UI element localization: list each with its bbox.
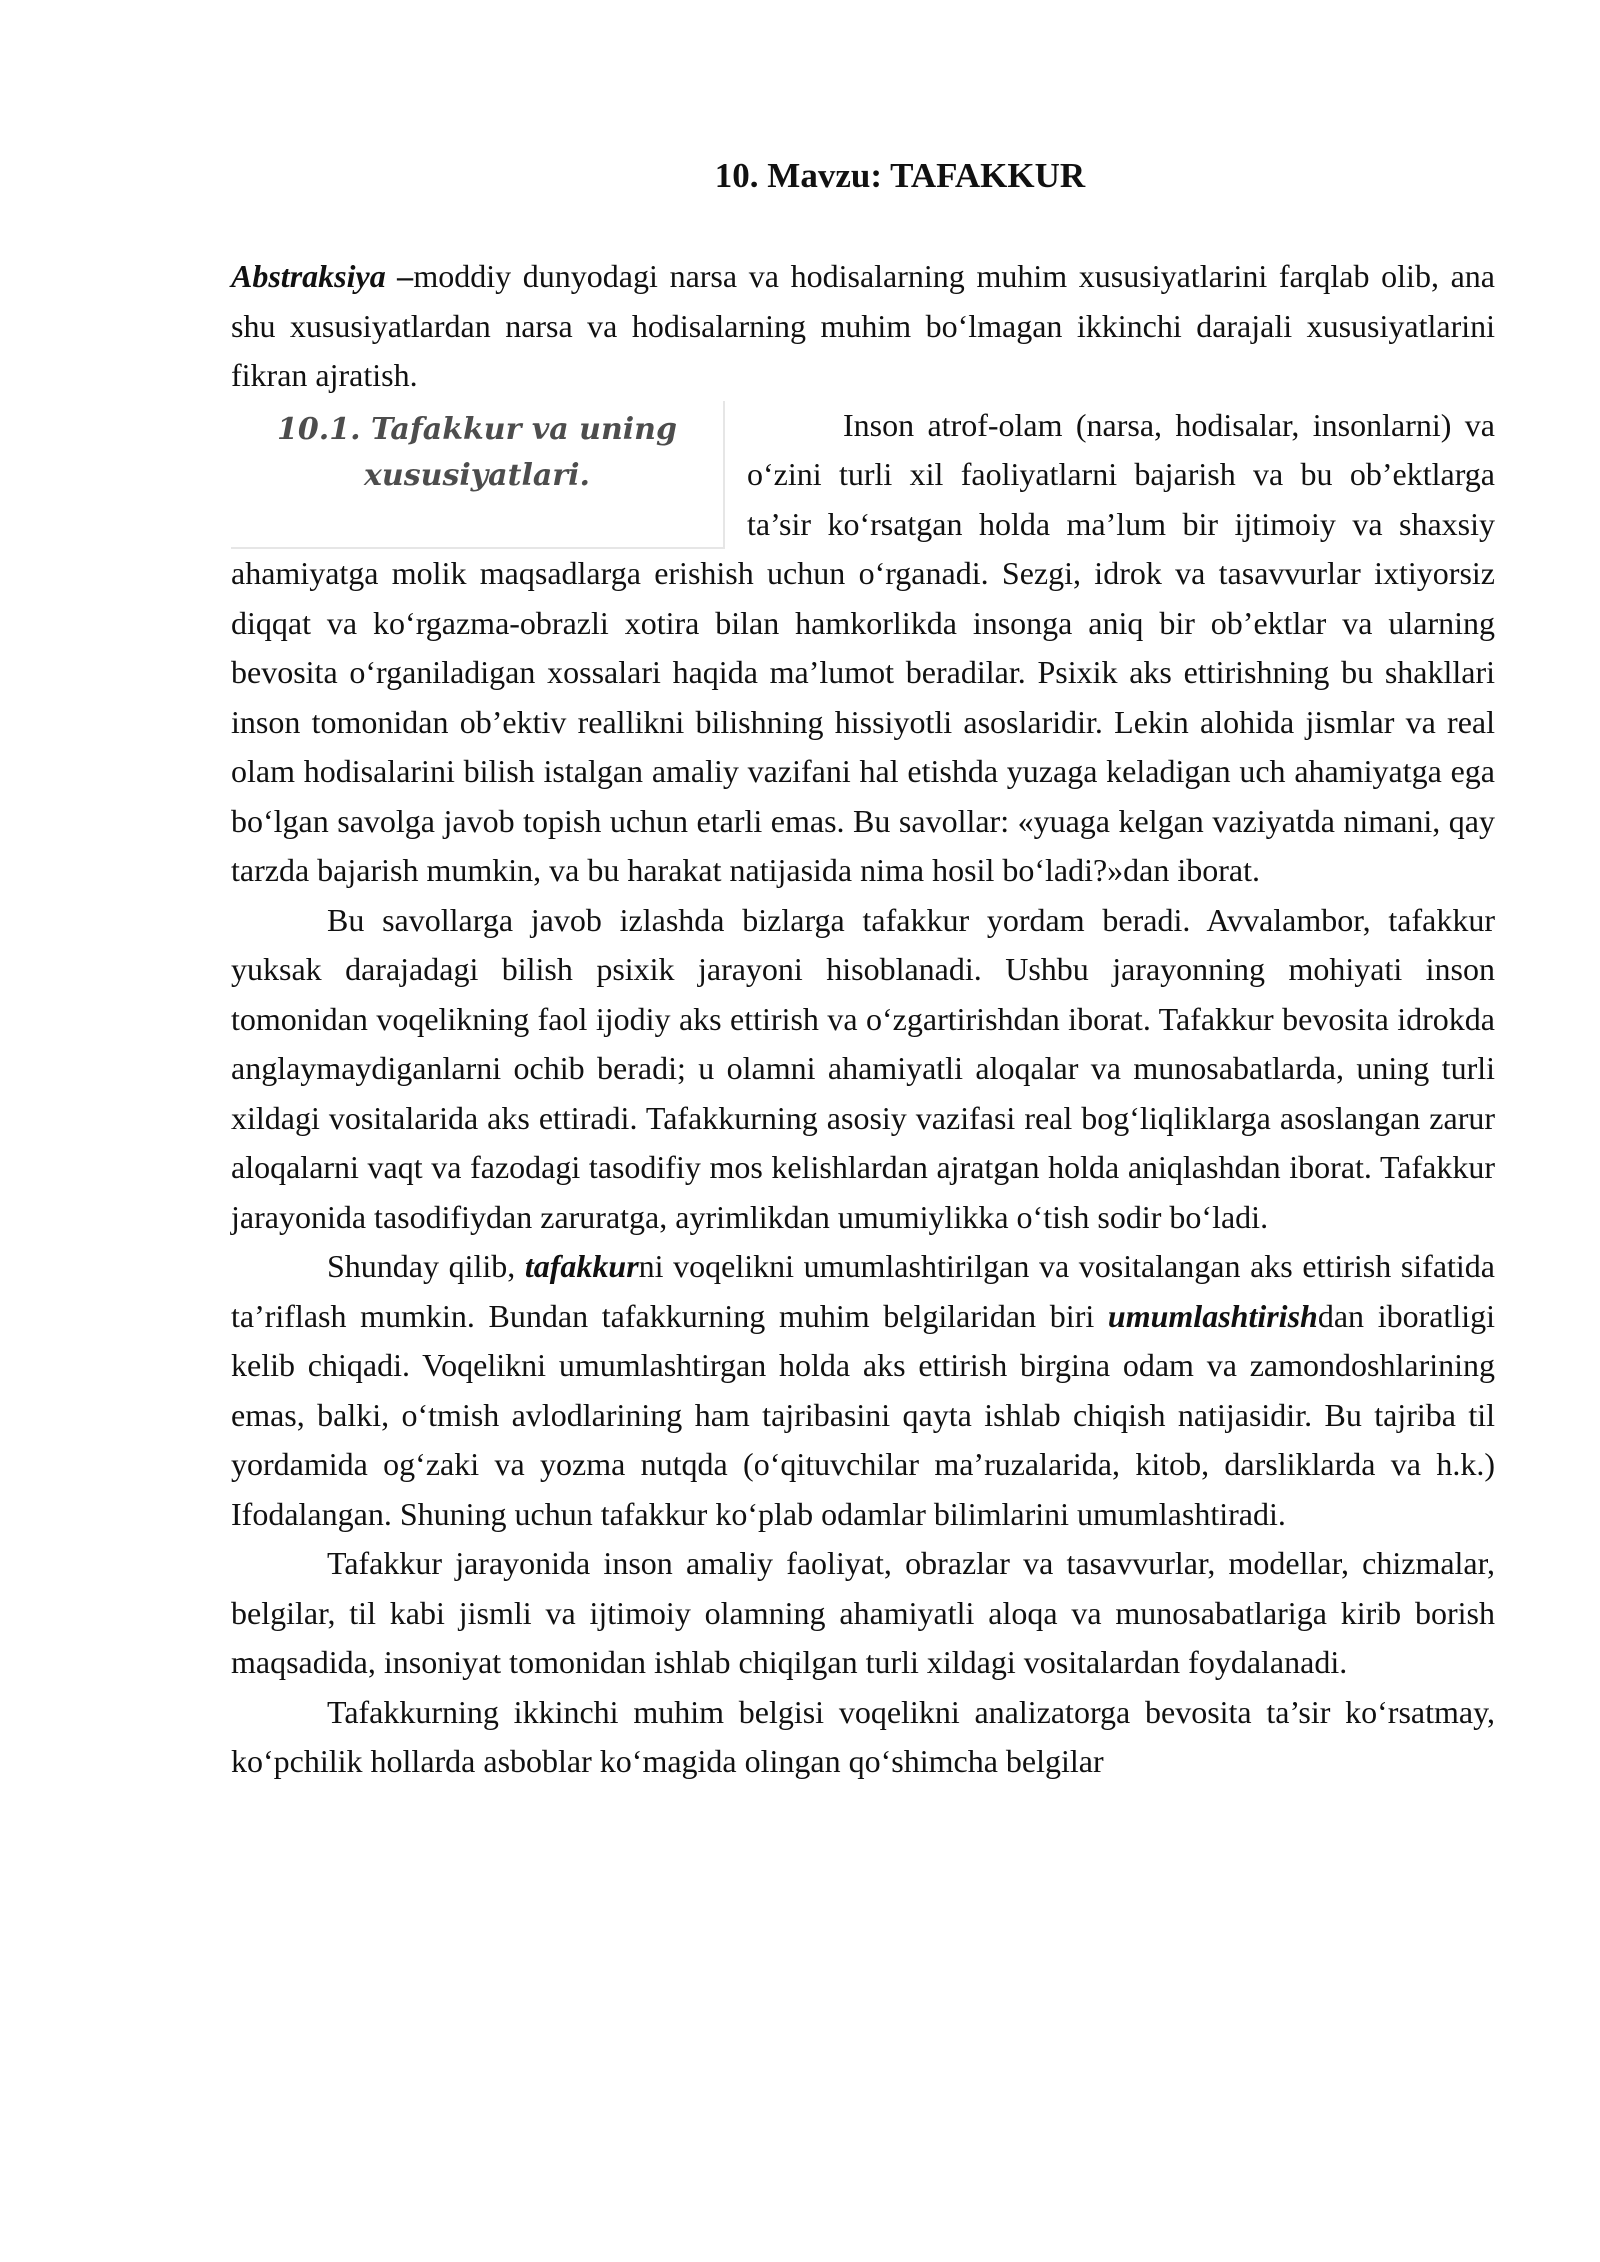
document-body: [231, 252, 1495, 1787]
section-heading-line-2: xususiyatlari.: [364, 457, 590, 493]
paragraph-3-part-a: Shunday qilib,: [327, 1248, 525, 1284]
term-umumlashtirish: umumlashtirish: [1107, 1297, 1318, 1334]
definition-text: moddiy dunyodagi narsa va hodisalarning muhim xususiyatlarini farqlab olib, ana shu xususiyatlardan narsa va hodisalarning muhim bo‘lmagan ikkinchi darajali xususiyatlarini fikran ajratish.: [231, 258, 1496, 393]
paragraph-2: Bu savollarga javob izlashda bizlarga tafakkur yordam beradi. Avvalambor, tafakkur yuksak darajadagi bilish psixik jarayoni hisoblanadi. Ushbu jarayonning mohiyati inson tomonidan voqelikning faol ijodiy aks ettirish va o‘zgartirishdan iborat. Tafakkur bevosita idrokda anglaymaydiganlarni ochib beradi; u olamni ahamiyatli aloqalar va munosabatlarda, uning turli xildagi vositalarida aks ettiradi. Tafakkurning asosiy vazifasi real bog‘liqliklarga asoslangan zarur aloqalarni vaqt va fazodagi tasodifiy mos kelishlardan ajratgan holda aniqlashdan iborat. Tafakkur jarayonida tasodifiydan zaruratga, ayrimlikdan umumiylikka o‘tish sodir bo‘ladi.: [231, 901, 1495, 1235]
paragraph-3-part-b: ni voqelikni umumlashtirilgan va vositalangan aks ettirish sifatida ta’riflash mumkin. Bundan tafakkurning muhim belgilaridan biri: [231, 1248, 1496, 1334]
definition-term: Abstraksiya –: [231, 258, 414, 294]
section-heading-text: [231, 407, 723, 499]
page-title: 10. Mavzu: TAFAKKUR: [714, 156, 1086, 195]
section-heading-line-1: 10.1. Tafakkur va uning: [277, 411, 677, 447]
section-heading-image: [231, 401, 725, 549]
paragraph-3: [231, 1242, 1495, 1539]
definition-paragraph: [231, 252, 1495, 401]
paragraph-3-part-c: dan iboratligi kelib chiqadi. Voqelikni umumlashtirgan holda aks ettirish birgina odam va zamondoshlarining emas, balki, o‘tmish avlodlarining ham tajribasini qayta ishlab chiqish natijasidir. Bu tajriba til yordamida og‘zaki va yozma nutqda (o‘qituvchilar ma’ruzalarida, kitob, darsliklarda va h.k.) Ifodalangan. Shuning uchun tafakkur ko‘plab odamlar bilimlarini umumlashtiradi.: [231, 1297, 1496, 1532]
paragraph-4: Tafakkur jarayonida inson amaliy faoliyat, obrazlar va tasavvurlar, modellar, chizmalar, belgilar, til kabi jismli va ijtimoiy olamning ahamiyatli aloqa va munosabatlariga kirib borish maqsadida, insoniyat tomonidan ishlab chiqilgan turli xildagi vositalardan foydalanadi.: [231, 1545, 1495, 1680]
paragraph-5: Tafakkurning ikkinchi muhim belgisi voqelikni analizatorga bevosita ta’sir ko‘rsatmay, ko‘pchilik hollarda asboblar ko‘magida olingan qo‘shimcha belgilar: [231, 1693, 1495, 1779]
term-tafakkur: tafakkur: [524, 1248, 639, 1284]
paragraph-1: Inson atrof-olam (narsa, hodisalar, insonlarni) va o‘zini turli xil faoliyatlarni bajarish va bu ob’ektlarga ta’sir ko‘rsatgan holda ma’lum bir ijtimoiy va shaxsiy ahamiyatga molik maqsadlarga erishish uchun o‘rganadi. Sezgi, idrok va tasavvurlar ixtiyorsiz diqqat va ko‘rgazma-obrazli xotira bilan hamkorlikda insonga aniq bir ob’ektlar va ularning bevosita o‘rganiladigan xossalari haqida ma’lumot beradilar. Psixik aks ettirishning bu shakllari inson tomonidan ob’ektiv reallikni bilishning hissiyotli asoslaridir. Lekin alohida jismlar va real olam hodisalarini bilish istalgan amaliy vazifani hal etishda yuzaga keladigan uch ahamiyatga ega bo‘lgan savolga javob topish uchun etarli emas. Bu savollar: «yuaga kelgan vaziyatda nimani, qay tarzda bajarish mumkin, va bu harakat natijasida nima hosil bo‘ladi?»dan iborat.: [231, 406, 1495, 888]
